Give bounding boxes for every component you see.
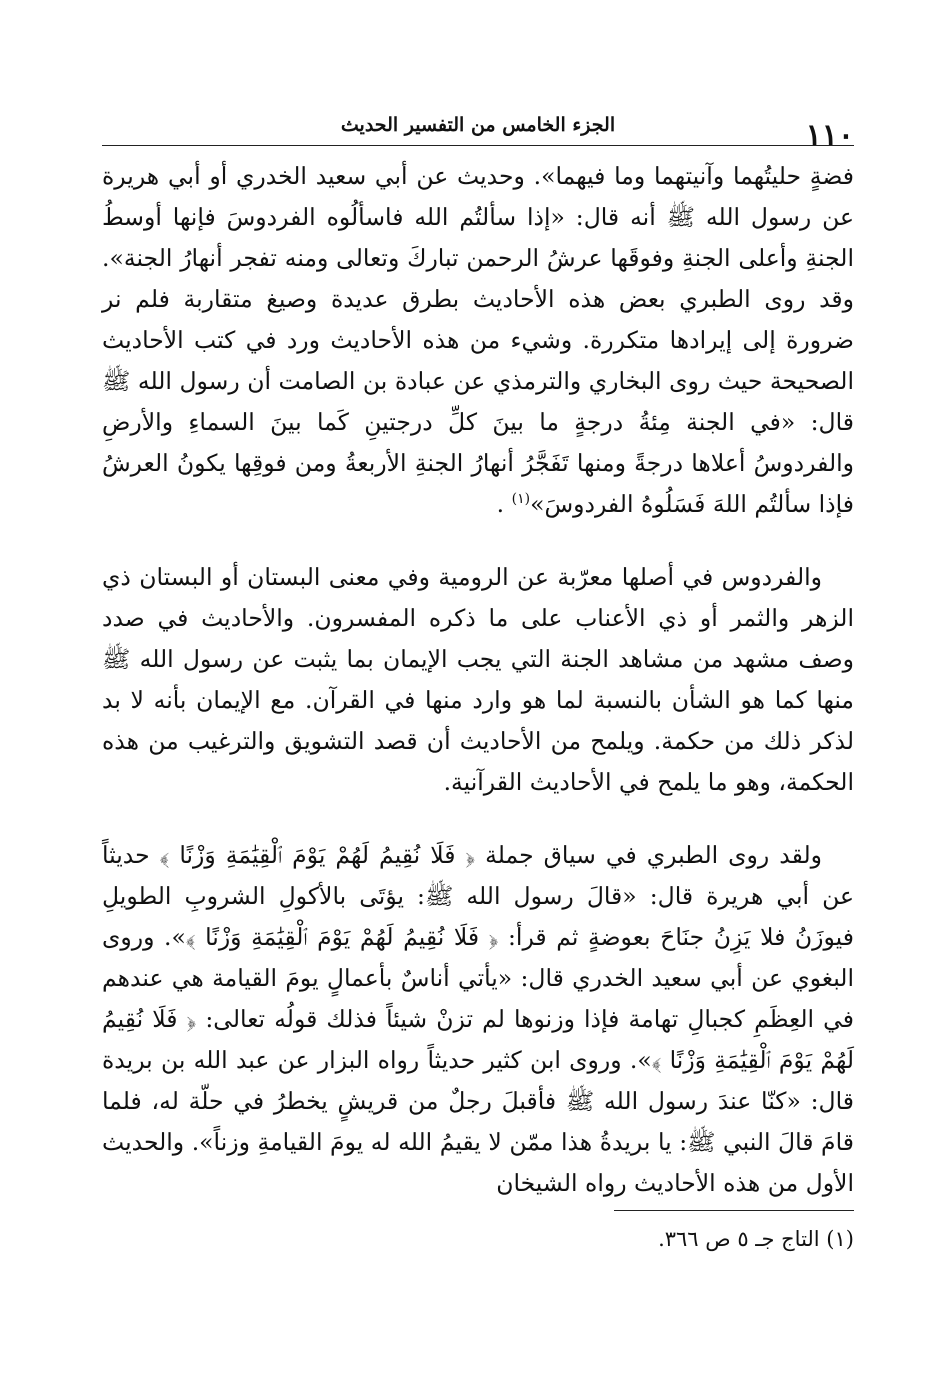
paragraph-2: والفردوس في أصلها معرّبة عن الرومية وفي معنى البستان أو البستان ذي الزهر والثمر أو ذي الأعناب على ما ذكره المفسرون. والأحاديث في صدد وصف مشهد من مشاهد الجنة التي يجب الإيمان بما يثبت عن رسول الله ﷺ منها كما هو الشأن بالنسبة لما هو وارد منها في القرآن. مع الإيمان بأنه لا بد لذكر ذلك من حكمة. ويلمح من الأحاديث أن قصد التشويق والترغيب من هذه الحكمة، وهو ما يلمح في الأحاديث القرآنية. bbox=[102, 563, 854, 796]
page-header bbox=[102, 112, 854, 153]
footnote-reference: (١) bbox=[511, 491, 531, 508]
header-rule bbox=[102, 145, 854, 146]
page-number: ١١٠ bbox=[805, 118, 854, 153]
footnote: (١) التاج جـ ٥ ص ٣٦٦. bbox=[658, 1227, 854, 1251]
footnote-rule bbox=[614, 1210, 854, 1211]
paragraph-3: ولقد روى الطبري في سياق جملة ﴿ فَلَا نُقِيمُ لَهُمْ يَوْمَ ٱلْقِيَٰمَةِ وَزْنًا ﴾ حديثاً عن أبي هريرة قال: «قالَ رسول الله ﷺ: يؤتَى بالأكولِ الشروبِ الطويلِ فيوزَنُ فلا يَزِنُ جنَاحَ بعوضةٍ ثم قرأ: ﴿ فَلَا نُقِيمُ لَهُمْ يَوْمَ ٱلْقِيَٰمَةِ وَزْنًا ﴾». وروى البغوي عن أبي سعيد الخدري قال: «يأتي أناسٌ بأعمالٍ يومَ القيامة هي عندهم في العِظَمِ كجبالِ تهامة فإذا وزنوها لم تزنْ شيئاً فذلك قولُه تعالى: ﴿ فَلَا نُقِيمُ لَهُمْ يَوْمَ ٱلْقِيَٰمَةِ وَزْنًا ﴾». وروى ابن كثير حديثاً رواه البزار عن عبد الله بن بريدة قال: «كنّا عندَ رسول الله ﷺ فأقبلَ رجلٌ من قريشٍ يخطرُ في حلّة له، فلما قامَ قالَ النبي ﷺ: يا بريدةُ هذا ممّن لا يقيمُ الله له يومَ القيامةِ وزناً». والحديث الأول من هذه الأحاديث رواه الشيخان bbox=[102, 841, 854, 1197]
paragraph-end: . bbox=[496, 490, 512, 518]
running-title: الجزء الخامس من التفسير الحديث bbox=[340, 114, 616, 136]
page-body bbox=[102, 156, 854, 1204]
paragraph-1 bbox=[102, 156, 854, 525]
paragraph-text: فضةٍ حليتُهما وآنيتهما وما فيهما». وحديث عن أبي سعيد الخدري أو أبي هريرة عن رسول الله ﷺ أنه قال: «إذا سألتُم الله فاسألُوه الفردوسَ فإنها أوسطُ الجنةِ وأعلى الجنةِ وفوقَها عرشُ الرحمن تباركَ وتعالى ومنه تفجر أنهارُ الجنة». وقد روى الطبري بعض هذه الأحاديث بطرق عديدة وصيغ متقاربة فلم نر ضرورة إلى إيرادها متكررة. وشيء من هذه الأحاديث ورد في كتب الأحاديث الصحيحة حيث روى البخاري والترمذي عن عبادة بن الصامت أن رسول الله ﷺ قال: «في الجنة مِئةُ درجةٍ ما بينَ كلِّ درجتينِ كَما بينَ السماءِ والأرضِ والفردوسُ أعلاها درجةً ومنها تَفَجَّرُ أنهارُ الجنةِ الأربعةُ ومن فوقِها يكونُ العرشُ فإذا سألتُم اللهَ فَسَلُوهُ الفردوسَ» bbox=[102, 162, 854, 518]
